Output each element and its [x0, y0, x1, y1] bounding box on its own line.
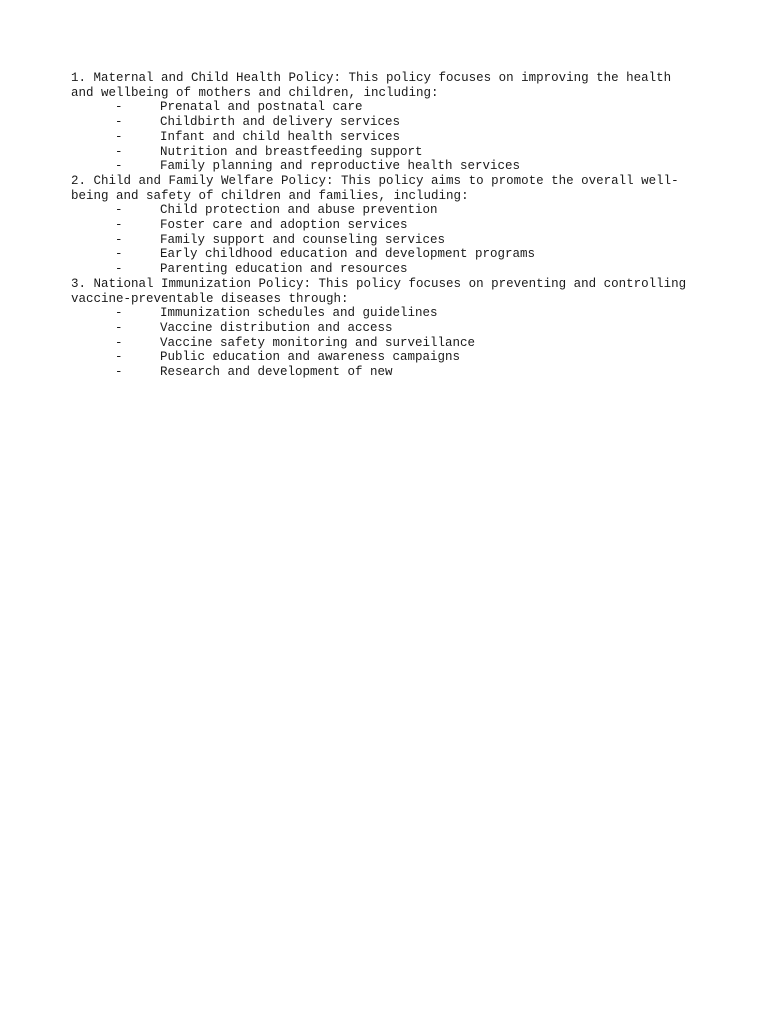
list-item — [71, 365, 701, 380]
bullet-dash: - — [115, 218, 123, 233]
list-item-text: Family support and counseling services — [160, 232, 446, 247]
section-heading — [71, 277, 701, 306]
bullet-list — [71, 100, 701, 174]
list-item-text: Child protection and abuse prevention — [160, 203, 438, 218]
bullet-dash: - — [115, 247, 123, 262]
list-item-text: Immunization schedules and guidelines — [160, 306, 438, 321]
bullet-dash: - — [115, 335, 123, 350]
bullet-dash: - — [115, 100, 123, 115]
bullet-dash: - — [115, 232, 123, 247]
document-page — [71, 71, 701, 380]
list-item-text: Childbirth and delivery services — [160, 115, 401, 130]
bullet-dash: - — [115, 262, 123, 277]
section-heading-line: vaccine-preventable diseases through: — [71, 291, 349, 306]
list-item-text: Family planning and reproductive health services — [160, 159, 521, 174]
section-heading-line: 2. Child and Family Welfare Policy: This policy aims to promote the overall well- — [71, 173, 679, 188]
list-item — [71, 247, 701, 262]
list-item-text: Foster care and adoption services — [160, 218, 408, 233]
list-item — [71, 306, 701, 321]
list-item — [71, 321, 701, 336]
list-item-text: Public education and awareness campaigns — [160, 350, 461, 365]
list-item-text: Vaccine safety monitoring and surveillance — [160, 335, 476, 350]
section-heading-line: 1. Maternal and Child Health Policy: This policy focuses on improving the health — [71, 71, 672, 85]
section-heading-line: and wellbeing of mothers and children, including: — [71, 85, 439, 100]
bullet-dash: - — [115, 159, 123, 174]
list-item — [71, 130, 701, 145]
list-item-text: Early childhood education and development programs — [160, 247, 536, 262]
list-item-text: Infant and child health services — [160, 129, 401, 144]
bullet-dash: - — [115, 306, 123, 321]
policy-section — [71, 71, 701, 174]
list-item — [71, 350, 701, 365]
bullet-dash: - — [115, 350, 123, 365]
policy-section — [71, 174, 701, 277]
list-item — [71, 145, 701, 160]
list-item — [71, 159, 701, 174]
list-item-text: Research and development of new — [160, 365, 393, 380]
bullet-dash: - — [115, 144, 123, 159]
list-item — [71, 218, 701, 233]
section-heading — [71, 71, 701, 100]
section-heading-line: being and safety of children and families, including: — [71, 188, 469, 203]
list-item — [71, 203, 701, 218]
section-heading-line: 3. National Immunization Policy: This policy focuses on preventing and controlling — [71, 276, 687, 291]
list-item-text: Parenting education and resources — [160, 262, 408, 277]
list-item — [71, 233, 701, 248]
bullet-dash: - — [115, 129, 123, 144]
list-item — [71, 336, 701, 351]
list-item — [71, 115, 701, 130]
bullet-dash: - — [115, 365, 123, 380]
list-item — [71, 100, 701, 115]
bullet-dash: - — [115, 115, 123, 130]
list-item — [71, 262, 701, 277]
bullet-dash: - — [115, 203, 123, 218]
list-item-text: Prenatal and postnatal care — [160, 100, 363, 115]
bullet-list — [71, 203, 701, 277]
list-item-text: Nutrition and breastfeeding support — [160, 144, 423, 159]
bullet-dash: - — [115, 320, 123, 335]
section-heading — [71, 174, 701, 203]
bullet-list — [71, 306, 701, 380]
policy-section — [71, 277, 701, 380]
list-item-text: Vaccine distribution and access — [160, 320, 393, 335]
